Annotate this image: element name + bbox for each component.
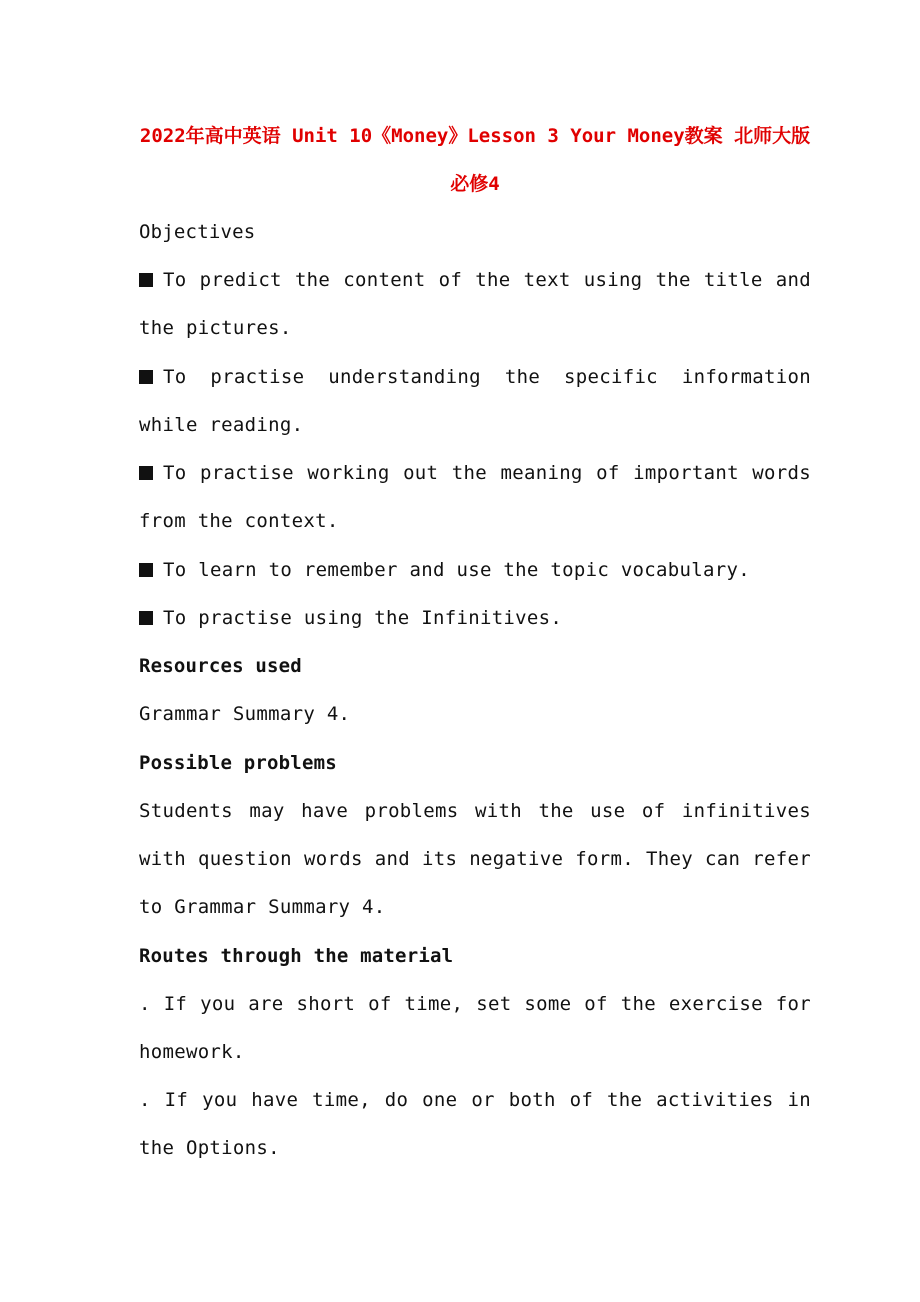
document-page	[139, 112, 811, 1173]
resources-text: Grammar Summary 4.	[139, 703, 351, 726]
resources-heading: Resources used	[139, 655, 302, 678]
objective-item: To practise working out the meaning of important words from the context.	[139, 462, 811, 533]
problems-text: Students may have problems with the use of infinitives with question words and its negative form. They can refer to Grammar Summary 4.	[139, 799, 811, 919]
objective-item: To practise using the Infinitives.	[139, 594, 811, 642]
objective-item: To practise understanding the specific information while reading.	[139, 365, 811, 436]
square-bullet-icon	[139, 466, 153, 480]
document-title	[130, 112, 820, 208]
title-line-2: 必修4	[450, 173, 500, 195]
route-item: . If you have time, do one or both of the activities in the Options.	[139, 1089, 811, 1160]
square-bullet-icon	[139, 563, 153, 577]
square-bullet-icon	[139, 370, 153, 384]
square-bullet-icon	[139, 273, 153, 287]
route-item: . If you are short of time, set some of the exercise for homework.	[139, 992, 811, 1063]
objectives-heading: Objectives	[139, 221, 256, 243]
title-line-1: 2022年高中英语 Unit 10《Money》Lesson 3 Your Money教案 北师大版	[139, 125, 811, 147]
objective-item: To learn to remember and use the topic vocabulary.	[139, 546, 811, 594]
routes-heading: Routes through the material	[139, 944, 454, 967]
problems-heading: Possible problems	[139, 751, 337, 774]
objective-item: To predict the content of the text using the title and the pictures.	[139, 269, 811, 340]
square-bullet-icon	[139, 611, 153, 625]
